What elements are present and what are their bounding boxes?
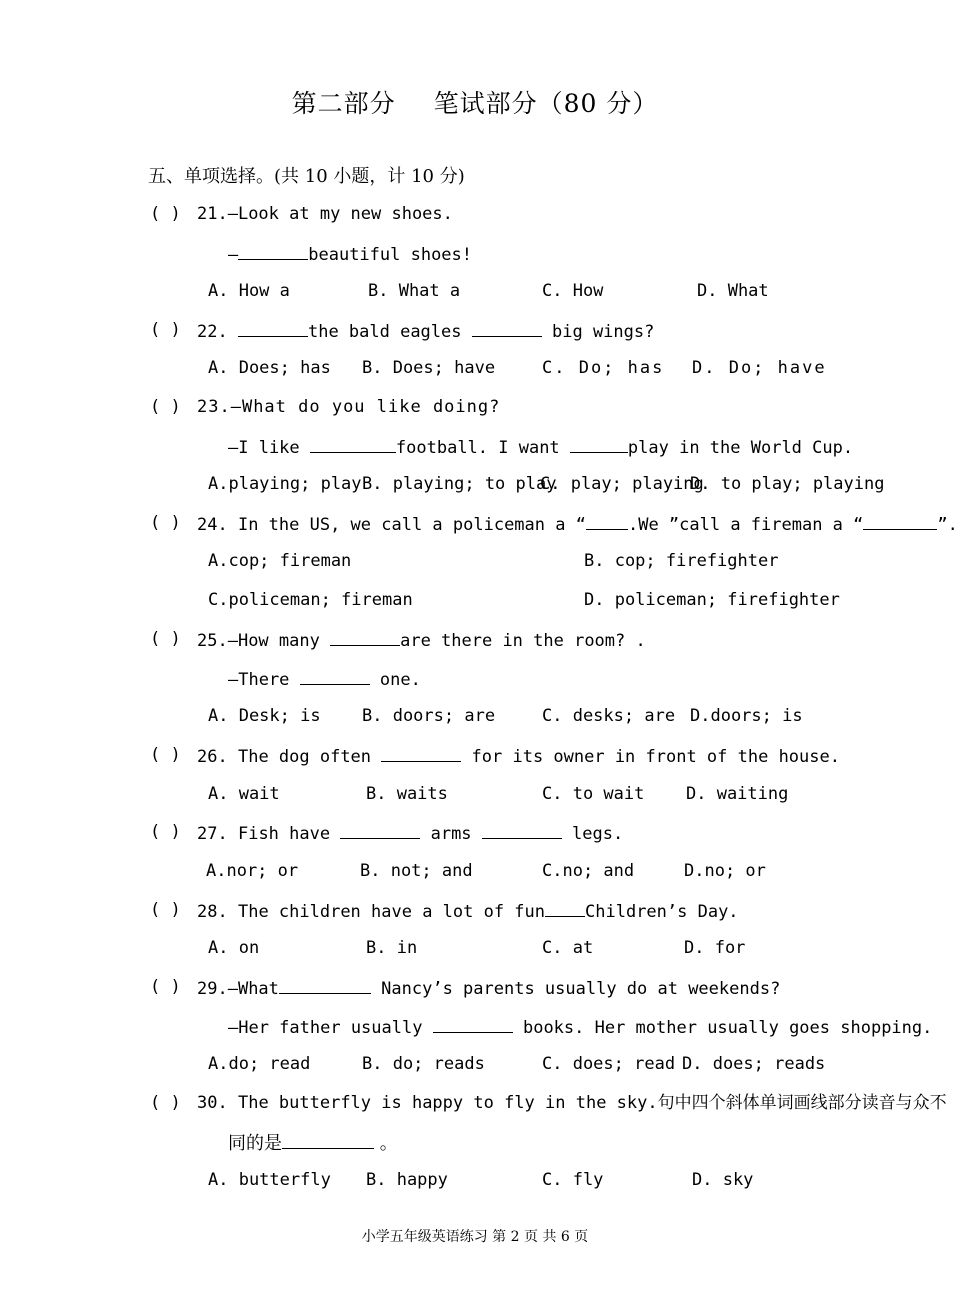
option-c: C. play; playing [540,474,704,494]
option-b: B. Does; have [362,358,496,378]
answer-blank[interactable] [381,744,461,762]
answer-blank[interactable] [570,435,628,453]
option-c: C. Do; has [542,358,665,378]
option-b: B. playing; to play [362,474,557,494]
answer-paren[interactable]: ( ) [150,513,181,533]
option-d: D.doors; is [690,706,803,726]
answer-blank[interactable] [310,435,396,453]
answer-blank[interactable] [300,667,370,685]
option-d: D. sky [692,1170,754,1190]
question-30-line2: 同的是 。 [228,1133,398,1154]
option-a: A. Does; has [208,358,331,378]
answer-paren[interactable]: ( ) [150,745,181,765]
option-a: A.nor; or [206,861,299,881]
answer-paren[interactable]: ( ) [150,977,181,997]
answer-blank[interactable] [282,1131,374,1149]
option-c: C.no; and [542,861,635,881]
question-22: 22. the bald eagles big wings? [197,319,654,343]
option-a: A. How a [208,281,290,301]
answer-blank[interactable] [472,319,542,337]
answer-blank[interactable] [238,242,308,260]
question-29: 29.—What Nancy’s parents usually do at weekends? [197,976,780,1000]
answer-paren[interactable]: ( ) [150,204,181,224]
question-26: 26. The dog often for its owner in front of the house. [197,744,840,768]
question-25: 25.—How many are there in the room? . [197,628,646,652]
question-28: 28. The children have a lot of fun Children’s Day. [197,899,739,923]
option-c: C. to wait [542,784,645,804]
answer-blank[interactable] [545,899,585,917]
answer-blank[interactable] [482,821,562,839]
answer-paren[interactable]: ( ) [150,900,181,920]
option-a: A.do; read [208,1054,311,1074]
answer-blank[interactable] [863,512,937,530]
answer-paren[interactable]: ( ) [150,397,181,417]
question-21-line2: — beautiful shoes! [228,242,472,266]
question-23-line2: —I like football. I want play in the World Cup. [228,435,853,459]
answer-paren[interactable]: ( ) [150,320,181,340]
option-d: D. does; reads [682,1054,826,1074]
option-a: A. butterfly [208,1170,331,1190]
option-d: D. to play; playing [690,474,885,494]
question-27: 27. Fish have arms legs. [197,821,623,845]
option-c: C. does; read [542,1054,676,1074]
option-b: B. waits [366,784,448,804]
option-c: C. fly [542,1170,604,1190]
option-b: B. doors; are [362,706,496,726]
answer-blank[interactable] [340,821,420,839]
question-25-line2: —There one. [228,667,421,691]
option-a: A. on [208,938,260,958]
answer-blank[interactable] [433,1015,513,1033]
part-label: 第二部分 [291,89,396,118]
answer-paren[interactable]: ( ) [150,1093,181,1113]
answer-paren[interactable]: ( ) [150,629,181,649]
option-c: C. desks; are [542,706,676,726]
option-a: A. wait [208,784,280,804]
part-name: 笔试部分（80 分） [433,89,659,118]
option-b: B. cop; firefighter [584,551,779,571]
option-d: D. What [697,281,769,301]
option-d: D. for [684,938,746,958]
answer-blank[interactable] [586,512,628,530]
answer-paren[interactable]: ( ) [150,822,181,842]
answer-blank[interactable] [330,628,400,646]
option-b: B. not; and [360,861,473,881]
option-b: B. in [366,938,418,958]
question-21: 21.—Look at my new shoes. [197,204,453,224]
option-b: B. happy [366,1170,448,1190]
option-d: D. policeman; firefighter [584,590,840,610]
option-a: A.cop; fireman [208,551,352,571]
question-30: 30. The butterfly is happy to fly in the sky.句中四个斜体单词画线部分读音与众不 [197,1093,947,1113]
option-b: B. do; reads [362,1054,485,1074]
page-title [0,84,950,120]
option-a: A.playing; play [208,474,362,494]
question-23: 23.—What do you like doing? [197,397,501,417]
question-29-line2: —Her father usually books. Her mother usually goes shopping. [228,1015,932,1039]
option-d: D. waiting [686,784,789,804]
question-24: 24. In the US, we call a policeman a “ .We ”call a fireman a “ ”. [197,512,958,536]
answer-blank[interactable] [238,319,308,337]
page-footer: 小学五年级英语练习 第 2 页 共 6 页 [361,1229,589,1245]
option-c: C. How [542,281,604,301]
section-heading: 五、单项选择。(共 10 小题，计 10 分) [148,166,465,187]
option-a: A. Desk; is [208,706,321,726]
answer-blank[interactable] [279,976,371,994]
option-d: D. Do; have [692,358,827,378]
option-c: C. at [542,938,594,958]
option-c: C.policeman; fireman [208,590,413,610]
option-b: B. What a [368,281,461,301]
option-d: D.no; or [684,861,766,881]
